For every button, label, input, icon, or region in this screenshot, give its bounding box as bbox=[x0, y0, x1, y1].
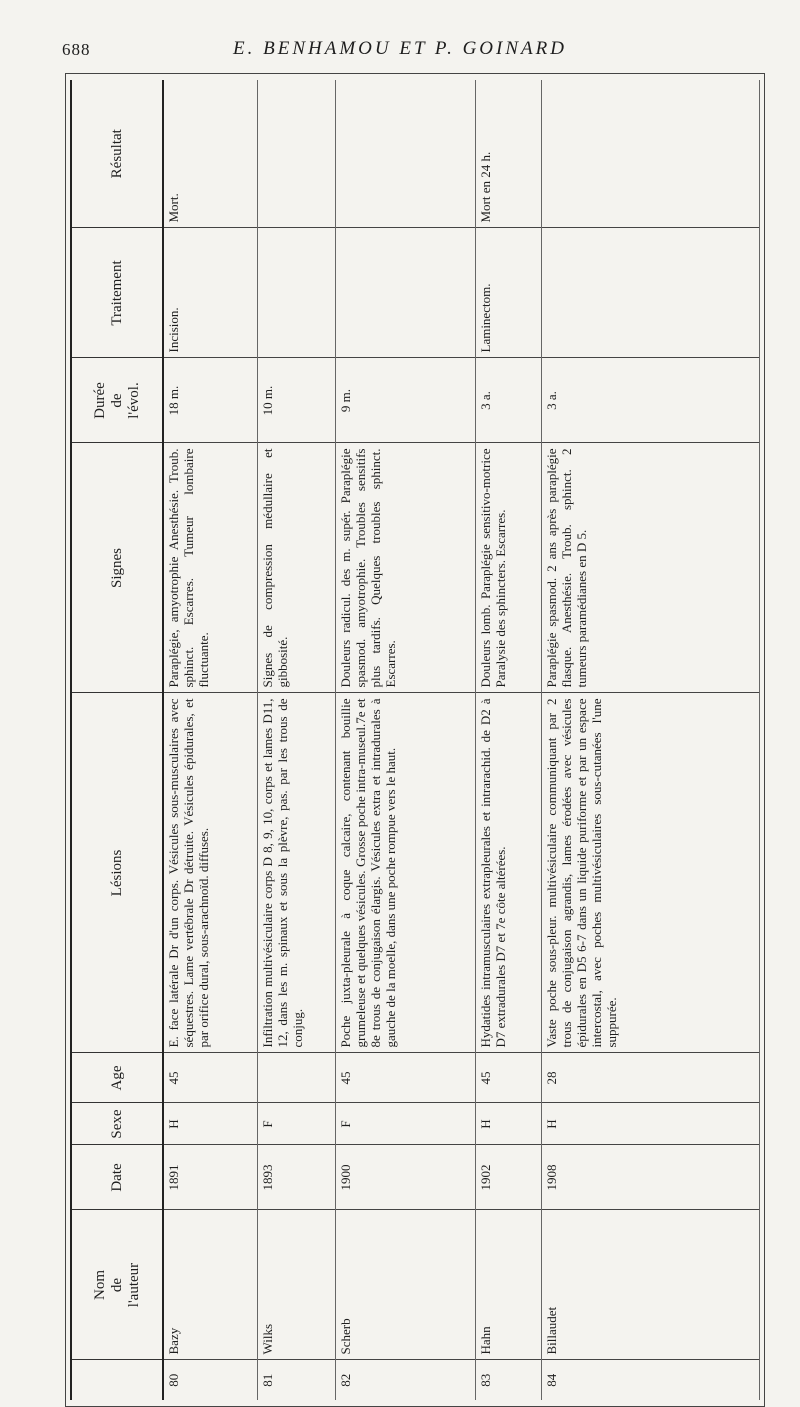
case-number: 82 bbox=[335, 1360, 475, 1400]
table-row bbox=[541, 80, 760, 1400]
author-name: Bazy bbox=[163, 1210, 257, 1360]
table-row bbox=[257, 80, 335, 1400]
case-signes: Paraplégie spasmod. 2 ans après paraplégie flasque. Anesthésie. Troub. sphinct. 2 tumeurs paramédianes en D 5. bbox=[541, 443, 760, 693]
case-date: 1891 bbox=[163, 1145, 257, 1210]
case-duree: 10 m. bbox=[257, 358, 335, 443]
case-sex: H bbox=[475, 1103, 541, 1145]
case-traitement bbox=[335, 228, 475, 358]
cases-table bbox=[70, 80, 760, 1400]
author-name: Wilks bbox=[257, 1210, 335, 1360]
case-lesions: Vaste poche sous-pleur. multivésiculaire communiquant par 2 trous de conjugaison agrandis, lames érodées avec vésicules épidurales en D5 6-7 dans un liquide puriforme et par un espace intercostal, avec poches multivésiculaires sous-cutanées l'une suppurée. bbox=[541, 693, 760, 1053]
case-age: 45 bbox=[335, 1053, 475, 1103]
table-row bbox=[475, 80, 541, 1400]
table-row bbox=[335, 80, 475, 1400]
col-header-date: Date bbox=[71, 1145, 163, 1210]
case-lesions: E. face latérale Dr d'un corps. Vésicules sous-musculaires avec séquestres. Lame vertébrale Dr détruite. Vésicules épidurales, et par orifice dural, sous-arachnoïd. diffuses. bbox=[163, 693, 257, 1053]
case-sex: H bbox=[163, 1103, 257, 1145]
case-resultat bbox=[335, 80, 475, 228]
case-date: 1902 bbox=[475, 1145, 541, 1210]
col-header-sex: Sexe bbox=[71, 1103, 163, 1145]
col-header-num bbox=[71, 1360, 163, 1400]
table-header-row bbox=[71, 80, 163, 1400]
case-sex: H bbox=[541, 1103, 760, 1145]
case-sex: F bbox=[335, 1103, 475, 1145]
case-duree: 3 a. bbox=[475, 358, 541, 443]
case-traitement bbox=[257, 228, 335, 358]
page-number: 688 bbox=[62, 40, 91, 59]
running-title: E. BENHAMOU ET P. GOINARD bbox=[233, 38, 567, 59]
case-age bbox=[257, 1053, 335, 1103]
case-date: 1900 bbox=[335, 1145, 475, 1210]
case-signes: Douleurs lomb. Paraplégie sensitivo-motrice Paralysie des sphincters. Escarres. bbox=[475, 443, 541, 693]
author-name: Billaudet bbox=[541, 1210, 760, 1360]
col-header-age: Age bbox=[71, 1053, 163, 1103]
case-resultat: Mort. bbox=[163, 80, 257, 228]
author-name: Scherb bbox=[335, 1210, 475, 1360]
col-header-duree: Durée de l'évol. bbox=[71, 358, 163, 443]
case-resultat: Mort en 24 h. bbox=[475, 80, 541, 228]
col-header-traitement: Traitement bbox=[71, 228, 163, 358]
case-duree: 9 m. bbox=[335, 358, 475, 443]
case-duree: 18 m. bbox=[163, 358, 257, 443]
case-sex: F bbox=[257, 1103, 335, 1145]
table-row bbox=[163, 80, 257, 1400]
case-age: 45 bbox=[163, 1053, 257, 1103]
case-traitement: Incision. bbox=[163, 228, 257, 358]
col-header-signes: Signes bbox=[71, 443, 163, 693]
case-signes: Douleurs radicul. des m. supér. Paraplégie spasmod. amyotrophie. Troubles sensitifs plus tardifs. Quelques troubles sphinct. Escarres. bbox=[335, 443, 475, 693]
case-signes: Paraplégie, amyotrophie Anesthésie. Troub. sphinct. Escarres. Tumeur lombaire fluctuante. bbox=[163, 443, 257, 693]
case-age: 28 bbox=[541, 1053, 760, 1103]
case-number: 84 bbox=[541, 1360, 760, 1400]
col-header-resultat: Résultat bbox=[71, 80, 163, 228]
page-header bbox=[0, 34, 800, 64]
case-lesions: Hydatides intramusculaires extrapleurales et intrarachid. de D2 à D7 extradurales D7 et 7e côte altérées. bbox=[475, 693, 541, 1053]
case-signes: Signes de compression médullaire et gibbosité. bbox=[257, 443, 335, 693]
case-age: 45 bbox=[475, 1053, 541, 1103]
case-number: 81 bbox=[257, 1360, 335, 1400]
case-lesions: Infiltration multivésiculaire corps D 8, 9, 10, corps et lames D11, 12, dans les m. spinaux et sous la plèvre, pas. par les trous de conjug. bbox=[257, 693, 335, 1053]
case-number: 83 bbox=[475, 1360, 541, 1400]
case-traitement: Laminectom. bbox=[475, 228, 541, 358]
case-number: 80 bbox=[163, 1360, 257, 1400]
case-resultat bbox=[257, 80, 335, 228]
case-duree: 3 a. bbox=[541, 358, 760, 443]
col-header-lesions: Lésions bbox=[71, 693, 163, 1053]
case-lesions: Poche juxta-pleurale à coque calcaire, contenant bouillie grumeleuse et quelques vésicules. Grosse poche intra-museul.7e et 8e trous de conjugaison élargis. Vésicules extra et intradurales à gauche de la moelle, dans une poche rompue vers le haut. bbox=[335, 693, 475, 1053]
case-traitement bbox=[541, 228, 760, 358]
case-date: 1908 bbox=[541, 1145, 760, 1210]
case-date: 1893 bbox=[257, 1145, 335, 1210]
author-name: Hahn bbox=[475, 1210, 541, 1360]
case-resultat bbox=[541, 80, 760, 228]
rotated-table-container bbox=[70, 80, 760, 1400]
col-header-author: Nom de l'auteur bbox=[71, 1210, 163, 1360]
